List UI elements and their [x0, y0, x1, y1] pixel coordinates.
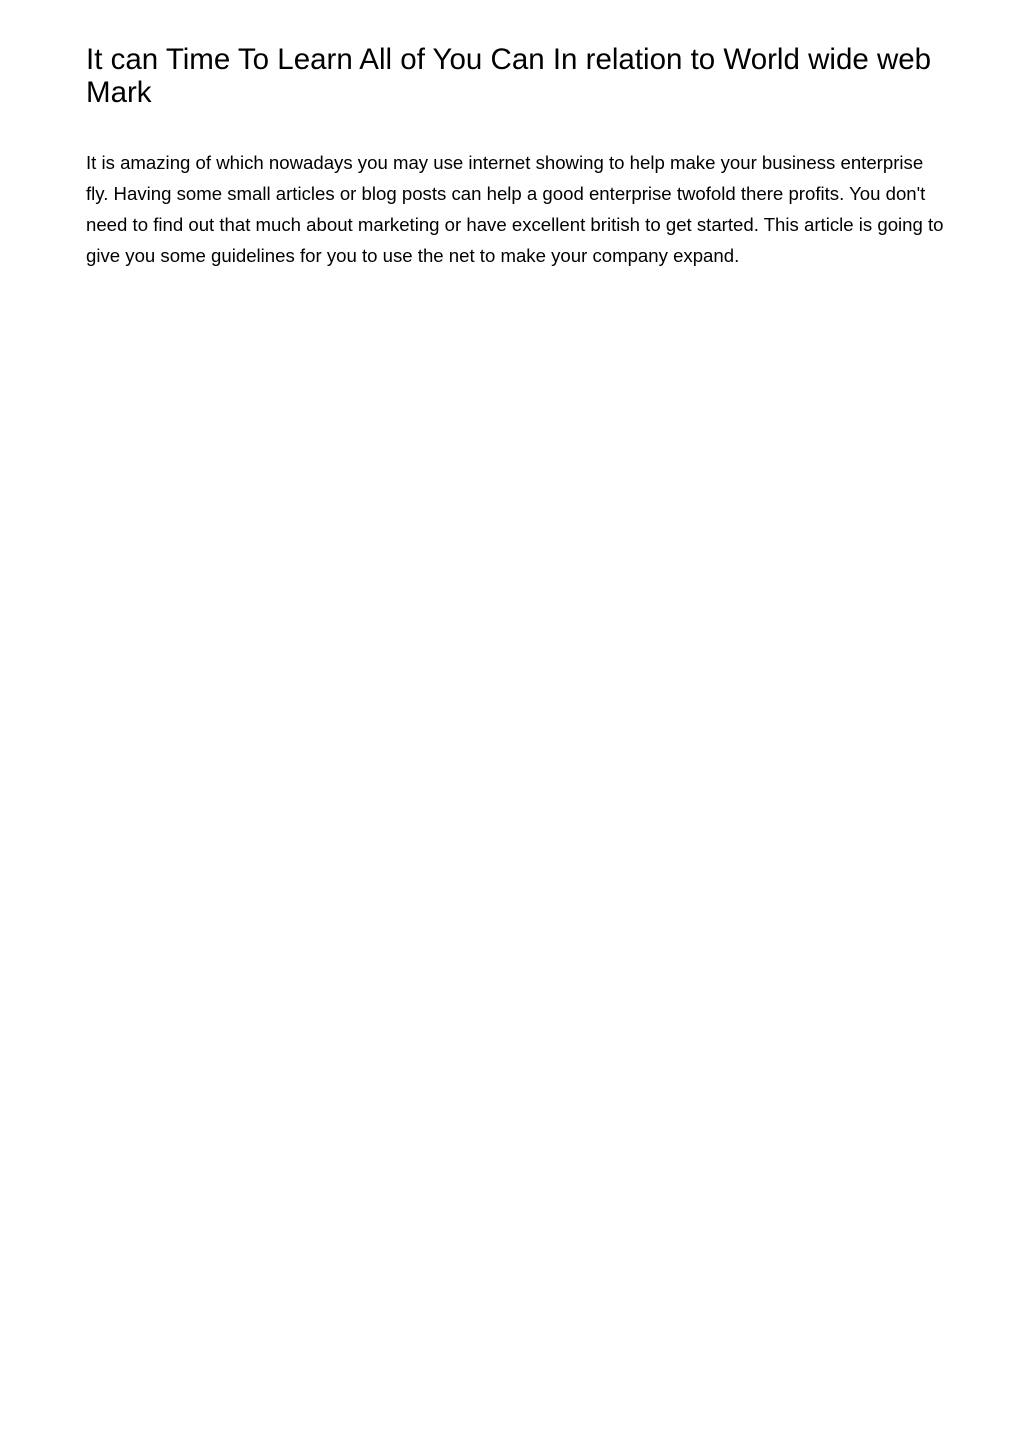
body-paragraph: It is amazing of which nowadays you may use internet showing to help make your business enterprise fly. Having some small articles or blog posts can help a good enterprise twofold there profits. You don't need to find out that much about marketing or have excellent british to get started. This article is going to give you some guidelines for you to use the net to make your company expand.	[86, 152, 944, 266]
document-content	[86, 43, 948, 271]
document-title: It can Time To Learn All of You Can In relation to World wide web Mark	[86, 43, 932, 109]
